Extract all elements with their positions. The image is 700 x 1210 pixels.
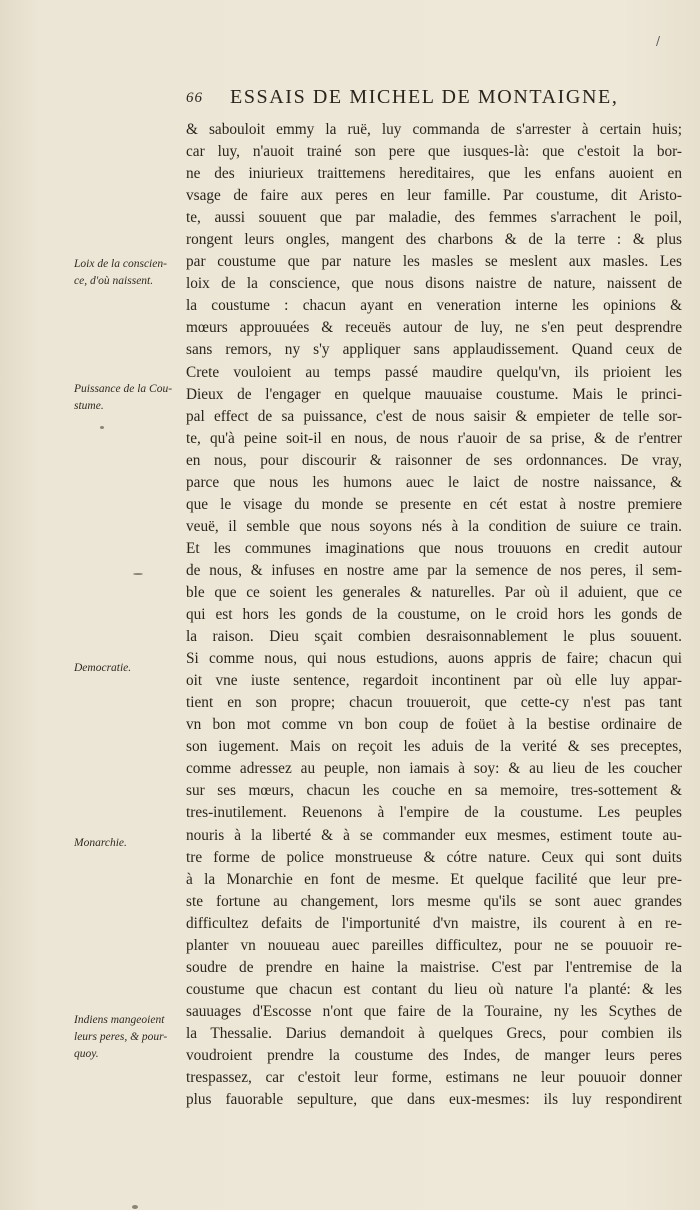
marginal-note-line: ce, d'où naissent.	[74, 275, 154, 287]
ink-speck	[132, 1205, 138, 1209]
text-line: vn bon mot comme vn bon coup de foüet à la bestise ordinaire de	[186, 716, 682, 734]
body-text	[186, 119, 682, 1111]
text-line: comme adressez au peuple, non iamais à soy: & au lieu de les coucher	[186, 760, 682, 778]
marginal-note-indiens	[74, 1012, 184, 1063]
text-line: nouris à la liberté & à se commander eux mesmes, estiment toute au-	[186, 826, 682, 844]
running-title: ESSAIS DE MICHEL DE MONTAIGNE,	[230, 86, 619, 108]
text-line: mœurs approuuées & receuës autour de luy, ne s'en peut desprendre	[186, 319, 682, 337]
text-line: Si comme nous, qui nous estudions, auons appris de faire; chacun qui	[186, 650, 682, 668]
text-line: Dieux de l'engager en quelque mauuaise coustume. Mais le princi-	[186, 385, 682, 403]
marginal-note-line: Monarchie.	[74, 837, 127, 849]
text-line: vsage de faire aux peres en leur famille. Par coustume, dit Aristo-	[186, 187, 682, 205]
text-line: car luy, n'auoit trainé son pere que iusques-là: que c'estoit la bor-	[186, 143, 682, 161]
text-line: trespassez, car c'estoit leur forme, estimans ne leur pouuoir donner	[186, 1069, 682, 1087]
text-line: tient en son propre; chacun trouueroit, que cette-cy n'est pas tant	[186, 694, 682, 712]
running-head	[186, 86, 656, 116]
marginal-note-conscience	[74, 256, 184, 290]
page-number: 66	[186, 90, 203, 106]
marginal-note-line: Puissance de la Cou-	[74, 383, 173, 395]
text-line: ste fortune au changement, lors mesme qu'ils se sont auec grandes	[186, 892, 682, 910]
text-line: qui est hors les gonds de la coustume, on le croid hors les gonds de	[186, 606, 682, 624]
text-line: voudroient prendre la coustume des Indes, de manger leurs peres	[186, 1046, 682, 1064]
marginal-note-line: quoy.	[74, 1048, 99, 1060]
text-line: Crete vouloient au temps passé maudire quelqu'vn, ils prioient les	[186, 363, 682, 381]
text-line: Et les communes imaginations que nous trouuons en credit autour	[186, 539, 682, 557]
text-line: plus fauorable sepulture, que dans eux-mesmes: ils luy respondirent	[186, 1091, 682, 1109]
text-line: te, aussi souuent que par maladie, des femmes s'arrachent le poil,	[186, 209, 682, 227]
marginal-note-line: Loix de la conscien-	[74, 258, 167, 270]
text-line: sauuages d'Escosse n'ont que faire de la Touraine, ny les Scythes de	[186, 1002, 682, 1020]
text-line: sur ses mœurs, chacun les couche en sa memoire, tres-sottement &	[186, 782, 682, 800]
text-line: & sabouloit emmy la ruë, luy commanda de s'arrester à certain huis;	[186, 121, 682, 138]
marginal-note-line: Democratie.	[74, 662, 132, 674]
text-line: difficultez defaits de l'importunité d'vn maistre, ils courent à en re-	[186, 914, 682, 932]
marginal-note-line: Indiens mangeoient	[74, 1014, 165, 1026]
marginal-note-democratie	[74, 660, 184, 677]
marginal-note-coustume	[74, 381, 184, 415]
text-line: rongent leurs ongles, mangent des charbons & de la terre : & plus	[186, 231, 682, 249]
text-line: pal effect de sa puissance, c'est de nous saisir & empieter de telle sor-	[186, 407, 682, 425]
text-line: par coustume que par nature les masles se meslent aux masles. Les	[186, 253, 682, 271]
marginal-note-monarchie	[74, 835, 184, 852]
text-line: ble que ce soient les generales & naturelles. Par où il aduient, que ce	[186, 583, 682, 601]
text-line: oit vne iuste sentence, regardoit incontinent par où elle luy appar-	[186, 672, 682, 690]
text-line: veuë, il semble que nous soyons nés à la condition de suiure ce train.	[186, 517, 682, 535]
text-line: soudre de prendre en haine la maistrise. C'est par l'entremise de la	[186, 958, 682, 976]
text-line: coustume que chacun est contant du lieu où nature l'a planté: & les	[186, 980, 682, 998]
ink-speck	[100, 426, 104, 429]
text-line: la raison. Dieu sçait combien desraisonnablement le plus souuent.	[186, 628, 682, 646]
text-line: loix de la conscience, que nous disons naistre de nature, naissent de	[186, 275, 682, 293]
corner-mark: /	[656, 34, 661, 48]
text-line: à la Monarchie en font de mesme. Et quelque facilité que leur pre-	[186, 870, 682, 888]
marginal-note-line: leurs peres, & pour-	[74, 1031, 168, 1043]
text-line: te, qu'à peine soit-il en nous, de nous r'auoir de sa prise, & de r'entrer	[186, 429, 682, 447]
text-line: tres-inutilement. Reuenons à l'empire de la coustume. Les peuples	[186, 804, 682, 822]
text-line: la coustume : chacun ayant en veneration interne les opinions &	[186, 297, 682, 315]
text-line: la Thessalie. Darius demandoit à quelques Grecs, pour combien ils	[186, 1024, 682, 1042]
text-line: en nous, pour discourir & raisonner de ses ordonnances. De vray,	[186, 451, 682, 469]
text-line: que le visage du monde se presente en cét estat à nostre premiere	[186, 495, 682, 513]
text-line: parce que nous les humons auec le laict de nostre naissance, &	[186, 473, 682, 491]
text-line: de nous, & infuses en nostre ame par la semence de nos peres, il sem-	[186, 561, 682, 579]
text-line: sans remors, ny s'y appliquer sans applaudissement. Quand ceux de	[186, 341, 682, 359]
ink-speck	[133, 573, 143, 575]
marginal-note-line: stume.	[74, 400, 104, 412]
text-line: son iugement. Mais on reçoit les aduis de la verité & ses preceptes,	[186, 738, 682, 756]
text-line: ne des iniurieux traittemens hereditaires, que les enfans auoient en	[186, 165, 682, 183]
text-line: tre forme de police monstrueuse & cótre nature. Ceux qui sont duits	[186, 848, 682, 866]
text-line: planter vn nouueau auec pareilles difficultez, pour ne se pouuoir re-	[186, 936, 682, 954]
